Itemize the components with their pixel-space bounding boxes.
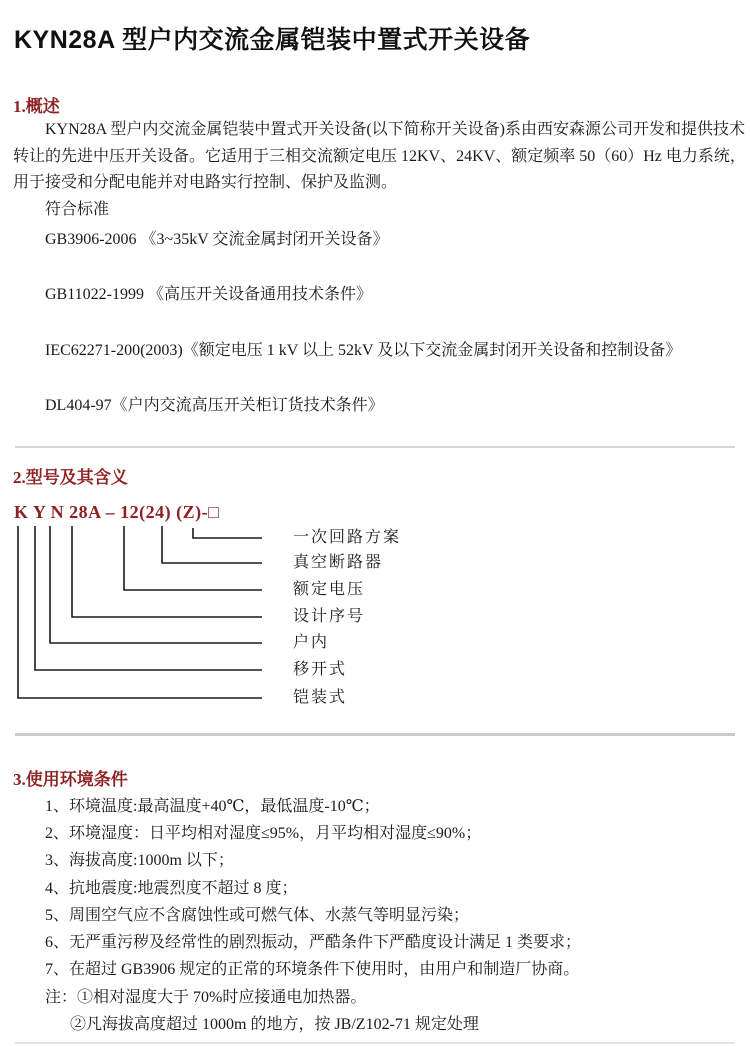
condition-item: 2、环境湿度：日平均相对湿度≤95%，月平均相对湿度≤90%； — [45, 825, 482, 842]
page-title: KYN28A 型户内交流金属铠装中置式开关设备 — [14, 26, 531, 54]
condition-item: 4、抗地震度:地震烈度不超过 8 度； — [45, 880, 298, 897]
standards-intro: 符合标准 — [45, 201, 110, 218]
section-divider — [15, 733, 735, 736]
section2-heading: 2.型号及其含义 — [13, 468, 128, 487]
diagram-label: 额定电压 — [293, 581, 366, 598]
condition-item: 6、无严重污秽及经常性的剧烈振动，严酷条件下严酷度设计满足 1 类要求； — [45, 934, 582, 951]
condition-item: 7、在超过 GB3906 规定的正常的环境条件下使用时，由用户和制造厂协商。 — [45, 961, 580, 978]
diagram-connector-line — [35, 526, 262, 670]
condition-item: 5、周围空气应不含腐蚀性或可燃气体、水蒸气等明显污染； — [45, 907, 470, 924]
diagram-label: 户内 — [293, 634, 330, 651]
condition-item: 1、环境温度:最高温度+40℃，最低温度-10℃； — [45, 798, 380, 815]
section1-heading: 1.概述 — [13, 97, 60, 116]
paragraph-line: KYN28A 型户内交流金属铠装中置式开关设备(以下简称开关设备)系由西安森源公司开发和提供技术 — [45, 121, 745, 138]
section-divider — [15, 1042, 735, 1044]
diagram-label: 移开式 — [293, 661, 348, 678]
diagram-connector-line — [72, 526, 262, 617]
condition-item: 3、海拔高度:1000m 以下； — [45, 852, 234, 869]
model-code: K Y N 28A – 12(24) (Z)-□ — [14, 502, 220, 522]
standard-item: GB11022-1999 《高压开关设备通用技术条件》 — [45, 286, 372, 303]
diagram-label: 真空断路器 — [293, 554, 384, 571]
diagram-connector-line — [50, 526, 262, 643]
diagram-connector-line — [193, 528, 262, 538]
model-code-diagram — [0, 520, 280, 710]
diagram-label: 铠装式 — [293, 689, 348, 706]
note-line: ②凡海拔高度超过 1000m 的地方，按 JB/Z102-71 规定处理 — [70, 1016, 479, 1033]
diagram-label: 一次回路方案 — [293, 529, 402, 546]
standard-item: DL404-97《户内交流高压开关柜订货技术条件》 — [45, 397, 384, 414]
section-divider — [15, 446, 735, 448]
note-line: 注：①相对湿度大于 70%时应接通电加热器。 — [45, 989, 367, 1006]
standard-item: GB3906-2006 《3~35kV 交流金属封闭开关设备》 — [45, 231, 389, 248]
paragraph-line: 用于接受和分配电能并对电路实行控制、保护及监测。 — [13, 174, 398, 191]
standard-item: IEC62271-200(2003)《额定电压 1 kV 以上 52kV 及以下交流金属封闭开关设备和控制设备》 — [45, 342, 682, 359]
diagram-connector-line — [162, 526, 262, 563]
paragraph-line: 转让的先进中压开关设备。它适用于三相交流额定电压 12KV、24KV、额定频率 50（60）Hz 电力系统， — [13, 148, 746, 165]
section3-heading: 3.使用环境条件 — [13, 770, 128, 789]
diagram-connector-line — [18, 526, 262, 698]
diagram-label: 设计序号 — [293, 608, 366, 625]
